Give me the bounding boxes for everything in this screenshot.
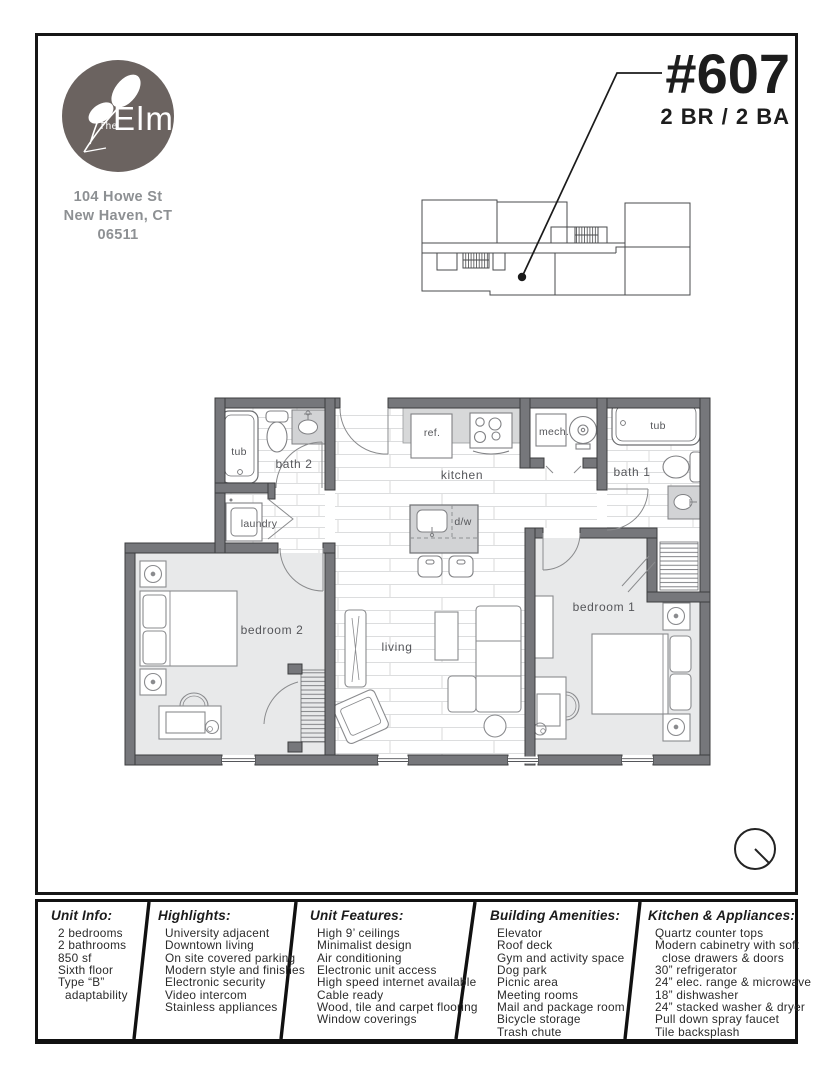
compass-icon bbox=[725, 819, 789, 883]
list-item: Modern style and finishes bbox=[165, 963, 306, 978]
list-item: Window coverings bbox=[317, 1012, 417, 1027]
list-item: 2 bathrooms bbox=[58, 938, 127, 953]
label-mech: mech. bbox=[538, 426, 570, 438]
column-items bbox=[158, 926, 306, 1015]
window bbox=[622, 757, 653, 764]
sink-vanity bbox=[292, 410, 325, 444]
column-items bbox=[648, 926, 812, 1039]
toilet bbox=[266, 411, 288, 452]
list-item: High 9’ ceilings bbox=[317, 926, 400, 940]
label-living: living bbox=[381, 640, 413, 654]
unit-location-dot bbox=[518, 273, 526, 281]
elm-logo-icon bbox=[60, 58, 176, 176]
property-address bbox=[38, 188, 198, 245]
list-item: Electronic unit access bbox=[317, 963, 437, 978]
brand-logo bbox=[60, 58, 176, 176]
list-item: Mail and package room bbox=[497, 1000, 625, 1015]
column-unit-info bbox=[51, 908, 147, 1001]
unit-number: #607 bbox=[665, 42, 790, 105]
bed bbox=[592, 634, 668, 714]
logo-the-text: The bbox=[99, 121, 118, 132]
list-item: 24” stacked washer & dryer bbox=[655, 1000, 806, 1015]
coffee-table bbox=[435, 612, 458, 660]
label-bath2: bath 2 bbox=[275, 457, 313, 471]
list-item: Video intercom bbox=[165, 987, 247, 1002]
sink-vanity bbox=[668, 486, 702, 519]
list-item: Cable ready bbox=[317, 987, 384, 1002]
column-kitchen-appliances bbox=[648, 908, 812, 1039]
column-items bbox=[51, 927, 147, 1001]
list-item: 850 sf bbox=[58, 950, 92, 965]
list-item: Dog park bbox=[497, 963, 547, 978]
column-heading: Highlights: bbox=[158, 908, 231, 923]
list-item: Wood, tile and carpet flooring bbox=[317, 1000, 478, 1015]
label-bedroom1: bedroom 1 bbox=[572, 600, 636, 614]
window bbox=[378, 757, 408, 764]
label-laundry: laundry bbox=[240, 518, 278, 530]
label-kitchen: kitchen bbox=[440, 468, 484, 482]
info-panel bbox=[35, 899, 812, 1044]
list-item: 2 bedrooms bbox=[58, 926, 123, 940]
list-item: Electronic security bbox=[165, 975, 266, 990]
window bbox=[222, 757, 255, 764]
stove bbox=[470, 413, 512, 454]
window bbox=[508, 757, 538, 764]
label-fridge: ref. bbox=[423, 427, 441, 439]
label-bath1-tub: tub bbox=[650, 420, 666, 432]
list-item: Meeting rooms bbox=[497, 987, 579, 1002]
list-item: Roof deck bbox=[497, 938, 553, 953]
unit-location-leader bbox=[518, 73, 662, 281]
list-item: 18” dishwasher bbox=[655, 987, 739, 1002]
address-line-1: 104 Howe St bbox=[73, 189, 163, 205]
list-item: Stainless appliances bbox=[165, 1000, 278, 1015]
list-item: Minimalist design bbox=[317, 938, 412, 953]
list-item: High speed internet available bbox=[317, 975, 477, 990]
list-item: Bicycle storage bbox=[497, 1012, 581, 1027]
column-heading: Building Amenities: bbox=[490, 908, 621, 923]
list-item: On site covered parking bbox=[165, 950, 296, 965]
column-building-amenities bbox=[490, 908, 638, 1038]
list-item: Air conditioning bbox=[317, 950, 402, 965]
list-item: Tile backsplash bbox=[655, 1024, 740, 1039]
list-item: Pull down spray faucet bbox=[655, 1012, 780, 1027]
column-items bbox=[310, 926, 478, 1027]
floor-plan-drawing bbox=[118, 388, 718, 773]
list-item: Picnic area bbox=[497, 975, 559, 990]
list-item: Type “B” bbox=[58, 975, 105, 990]
list-item: Trash chute bbox=[497, 1024, 562, 1039]
label-dishwasher: d/w bbox=[454, 516, 472, 528]
column-unit-features bbox=[310, 908, 478, 1027]
list-item: University adjacent bbox=[165, 926, 270, 940]
address-line-3: 06511 bbox=[97, 227, 139, 243]
column-heading: Kitchen & Appliances: bbox=[648, 908, 795, 923]
list-item: Downtown living bbox=[165, 938, 254, 953]
list-item: Quartz counter tops bbox=[655, 926, 764, 940]
column-heading: Unit Features: bbox=[310, 908, 404, 923]
address-line-2: New Haven, CT bbox=[63, 208, 173, 224]
list-item: Gym and activity space bbox=[497, 950, 625, 965]
north-indicator bbox=[725, 819, 789, 888]
label-bath1: bath 1 bbox=[613, 465, 651, 479]
label-bedroom2: bedroom 2 bbox=[240, 623, 304, 637]
column-items bbox=[490, 927, 638, 1038]
column-highlights bbox=[158, 908, 306, 1015]
list-item: Modern cabinetry with soft bbox=[655, 938, 800, 953]
list-item: close drawers & doors bbox=[655, 950, 785, 965]
list-item: 30” refrigerator bbox=[655, 963, 738, 978]
list-item: adaptability bbox=[58, 987, 128, 1002]
unit-layout: 2 BR / 2 BA bbox=[660, 104, 790, 129]
list-item: 24” elec. range & microwave bbox=[655, 975, 812, 990]
list-item: Elevator bbox=[497, 926, 543, 940]
side-table bbox=[484, 715, 506, 737]
column-heading: Unit Info: bbox=[51, 908, 113, 923]
logo-elm-text: Elm bbox=[113, 100, 175, 137]
building-key-plan bbox=[400, 60, 700, 310]
list-item: Sixth floor bbox=[58, 963, 114, 978]
label-bath2-tub: tub bbox=[231, 446, 247, 458]
floor-plan bbox=[118, 388, 718, 773]
